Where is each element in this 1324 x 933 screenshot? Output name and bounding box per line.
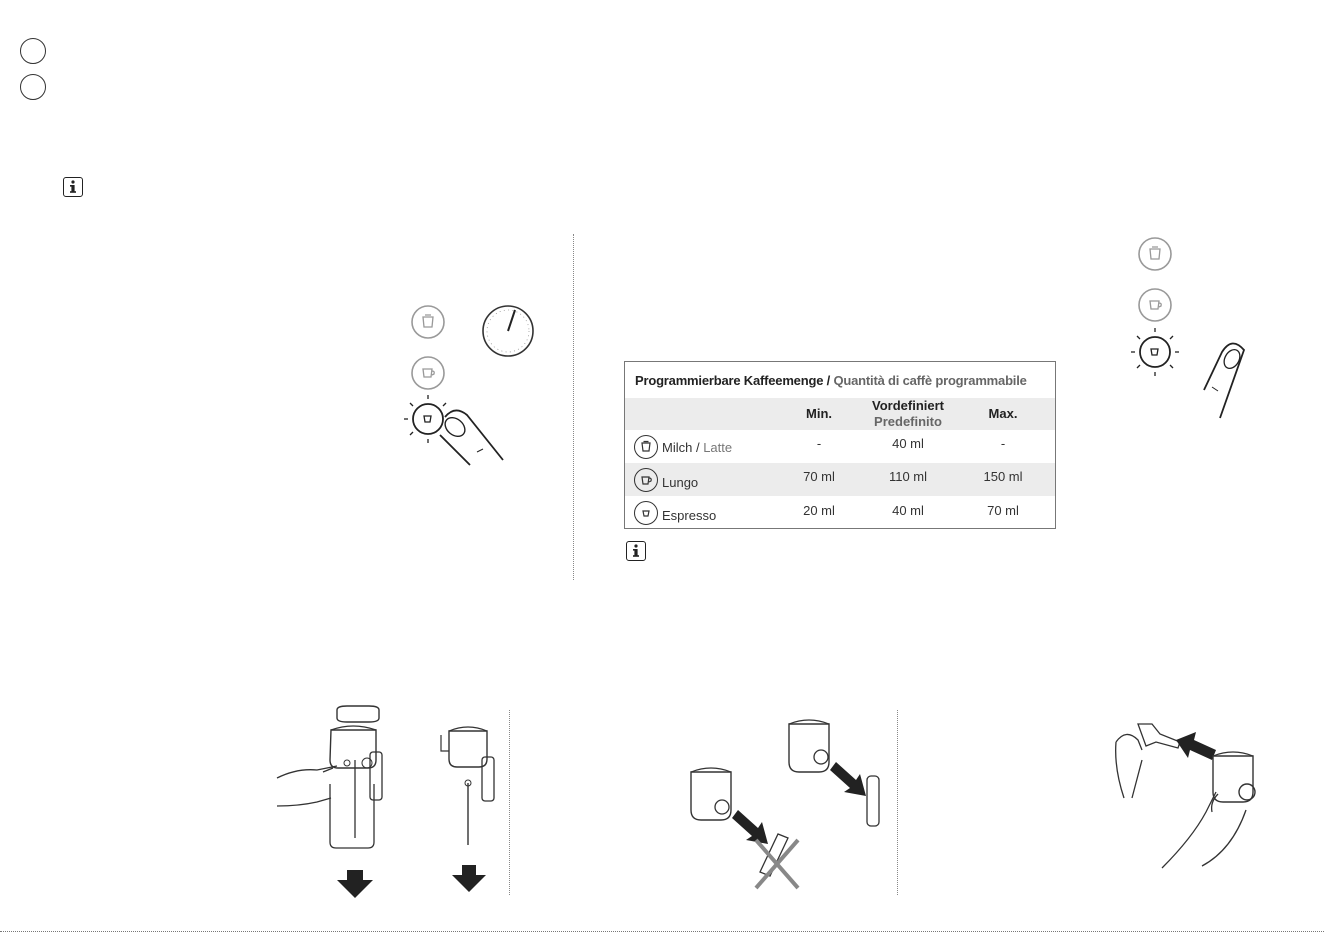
lid-icon <box>337 706 379 722</box>
arrow-icon <box>452 865 486 892</box>
cell-default: 110 ml <box>888 469 928 484</box>
header-max: Max. <box>988 406 1018 421</box>
milk-tank-removal-illustration <box>275 700 385 900</box>
table-title <box>635 373 1027 388</box>
table-title-de: Programmierbare Kaffeemenge / <box>635 373 831 388</box>
hand-icon <box>277 766 337 806</box>
section-divider <box>509 710 510 895</box>
arrow-icon <box>830 762 866 796</box>
header-default <box>861 398 955 430</box>
arrow-icon <box>732 810 768 844</box>
finger-press-icon <box>1204 343 1244 418</box>
lungo-cup-icon <box>412 357 444 389</box>
header-default-de: Vordefiniert <box>872 398 944 413</box>
row-label-de: Milch / <box>662 440 700 455</box>
row-label: Espresso <box>662 508 717 523</box>
table-row <box>625 430 1055 463</box>
cell-min: 20 ml <box>803 503 835 518</box>
lungo-cup-icon <box>1139 289 1171 321</box>
cell-min: - <box>816 436 822 451</box>
row-label-it: Latte <box>703 440 733 455</box>
milk-tank-icon <box>330 726 382 848</box>
table-header-row <box>625 398 1055 430</box>
header-default-it: Predefinito <box>874 414 942 429</box>
espresso-cup-icon <box>634 501 658 525</box>
cell-max: 70 ml <box>987 503 1019 518</box>
language-circle-it <box>20 74 46 100</box>
row-label: Lungo <box>662 475 699 490</box>
milk-cup-icon <box>412 306 444 338</box>
hand-icon <box>1162 792 1246 868</box>
table-row <box>625 496 1055 529</box>
cross-icon <box>756 840 798 888</box>
finger-press-icon <box>440 410 503 465</box>
language-circle-de <box>20 38 46 64</box>
cell-min: 70 ml <box>803 469 835 484</box>
coffee-volume-table <box>624 361 1056 529</box>
program-button-illustration <box>395 295 555 470</box>
cell-default: 40 ml <box>892 436 924 451</box>
cell-max: - <box>1000 436 1006 451</box>
connector-icon <box>1138 724 1180 748</box>
straw-icon <box>465 780 471 845</box>
milk-tank-icon <box>691 768 731 820</box>
timer-icon <box>483 306 533 356</box>
header-min: Min. <box>806 406 832 421</box>
info-icon <box>626 541 646 561</box>
arrow-icon <box>337 870 373 898</box>
milk-cup-icon <box>1139 238 1171 270</box>
milk-tank-icon <box>1213 752 1255 802</box>
milk-cup-icon <box>634 435 658 459</box>
button-panel-illustration <box>1120 235 1260 425</box>
table-row <box>625 463 1055 496</box>
section-divider <box>573 234 574 580</box>
row-label <box>662 440 732 455</box>
espresso-cup-icon <box>1131 328 1179 376</box>
arrow-icon <box>1176 732 1216 760</box>
cell-default: 40 ml <box>892 503 924 518</box>
table-title-it: Quantità di caffè programmabile <box>833 373 1027 388</box>
page-bottom-border <box>0 931 1324 932</box>
straw-illustration <box>435 725 505 900</box>
section-divider <box>897 710 898 895</box>
hand-icon <box>1116 734 1142 798</box>
cell-max: 150 ml <box>983 469 1023 484</box>
lungo-cup-icon <box>634 468 658 492</box>
connector-detach-illustration <box>1110 712 1260 872</box>
info-icon <box>63 177 83 197</box>
connector-orientation-illustration <box>688 712 888 897</box>
